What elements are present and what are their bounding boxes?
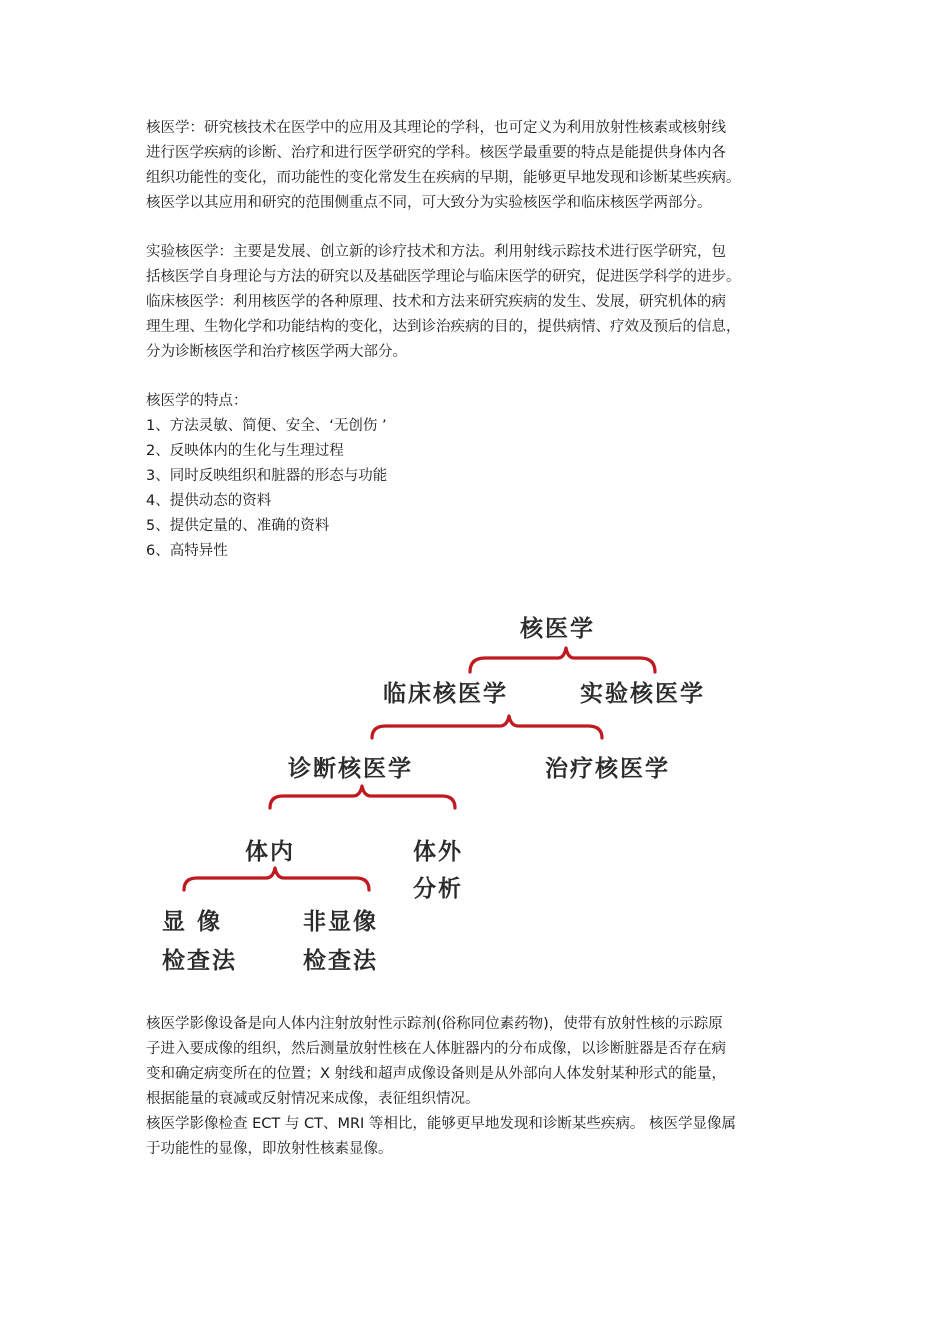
node-imaging-2: 检查法 xyxy=(162,947,237,974)
imaging-line: 根据能量的衰减或反射情况来成像，表征组织情况。 xyxy=(146,1091,480,1107)
branches-line: 括核医学自身理论与方法的研究以及基础医学理论与临床医学的研究，促进医学科学的进步。 xyxy=(146,269,741,285)
feature-item: 2、反映体内的生化与生理过程 xyxy=(146,443,344,459)
node-in-vitro-2: 分析 xyxy=(413,875,463,902)
imaging-line: 子进入要成像的组织，然后测量放射性核在人体脏器内的分布成像，以诊断脏器是否存在病 xyxy=(146,1041,726,1057)
imaging-line: 于功能性的显像，即放射性核素显像。 xyxy=(146,1141,393,1157)
spacer xyxy=(146,216,826,240)
intro-line: 核医学：研究核技术在医学中的应用及其理论的学科，也可定义为利用放射性核素或核射线 xyxy=(146,120,726,136)
intro-line: 核医学以其应用和研究的范围侧重点不同，可大致分为实验核医学和临床核医学两部分。 xyxy=(146,195,712,211)
branches-line: 分为诊断核医学和治疗核医学两大部分。 xyxy=(146,344,407,360)
diagram-brackets xyxy=(140,590,780,990)
node-in-vivo: 体内 xyxy=(245,838,295,865)
top-text-block xyxy=(146,116,826,564)
feature-item: 1、方法灵敏、简便、安全、‘无创伤 ’ xyxy=(146,418,387,434)
bottom-text-block xyxy=(146,1012,826,1162)
node-experimental: 实验核医学 xyxy=(580,680,705,707)
feature-item: 4、提供动态的资料 xyxy=(146,493,272,509)
node-clinical: 临床核医学 xyxy=(383,680,508,707)
feature-item: 5、提供定量的、准确的资料 xyxy=(146,518,330,534)
node-therapeutic: 治疗核医学 xyxy=(545,755,670,782)
feature-item: 3、同时反映组织和脏器的形态与功能 xyxy=(146,468,388,484)
bracket-root xyxy=(470,648,655,672)
node-imaging-1: 显 像 xyxy=(162,908,223,935)
branches-line: 实验核医学：主要是发展、创立新的诊疗技术和方法。利用射线示踪技术进行医学研究，包 xyxy=(146,244,726,260)
features-heading: 核医学的特点： xyxy=(146,393,248,409)
classification-diagram xyxy=(140,590,780,990)
intro-line: 组织功能性的变化，而功能性的变化常发生在疾病的早期，能够更早地发现和诊断某些疾病。 xyxy=(146,170,741,186)
node-non-imaging-2: 检查法 xyxy=(303,947,378,974)
imaging-line: 变和确定病变所在的位置；X 射线和超声成像设备则是从外部向人体发射某种形式的能量， xyxy=(146,1066,727,1082)
node-non-imaging-1: 非显像 xyxy=(303,908,378,935)
imaging-line: 核医学影像设备是向人体内注射放射性示踪剂(俗称同位素药物)，使带有放射性核的示踪原 xyxy=(146,1016,723,1032)
node-root: 核医学 xyxy=(520,615,595,642)
node-diagnostic: 诊断核医学 xyxy=(288,755,413,782)
spacer xyxy=(146,365,826,389)
branches-line: 临床核医学：利用核医学的各种原理、技术和方法来研究疾病的发生、发展，研究机体的病 xyxy=(146,294,726,310)
bracket-clinical xyxy=(372,716,602,738)
bracket-in-vivo xyxy=(184,868,369,890)
imaging-line: 核医学影像检查 ECT 与 CT、MRI 等相比，能够更早地发现和诊断某些疾病。 核医学显像属 xyxy=(146,1116,737,1132)
bracket-diagnostic xyxy=(270,786,455,808)
intro-line: 进行医学疾病的诊断、治疗和进行医学研究的学科。核医学最重要的特点是能提供身体内各 xyxy=(146,145,726,161)
branches-line: 理生理、生物化学和功能结构的变化，达到诊治疾病的目的，提供病情、疗效及预后的信息， xyxy=(146,319,741,335)
feature-item: 6、高特异性 xyxy=(146,543,228,559)
node-in-vitro-1: 体外 xyxy=(413,838,463,865)
